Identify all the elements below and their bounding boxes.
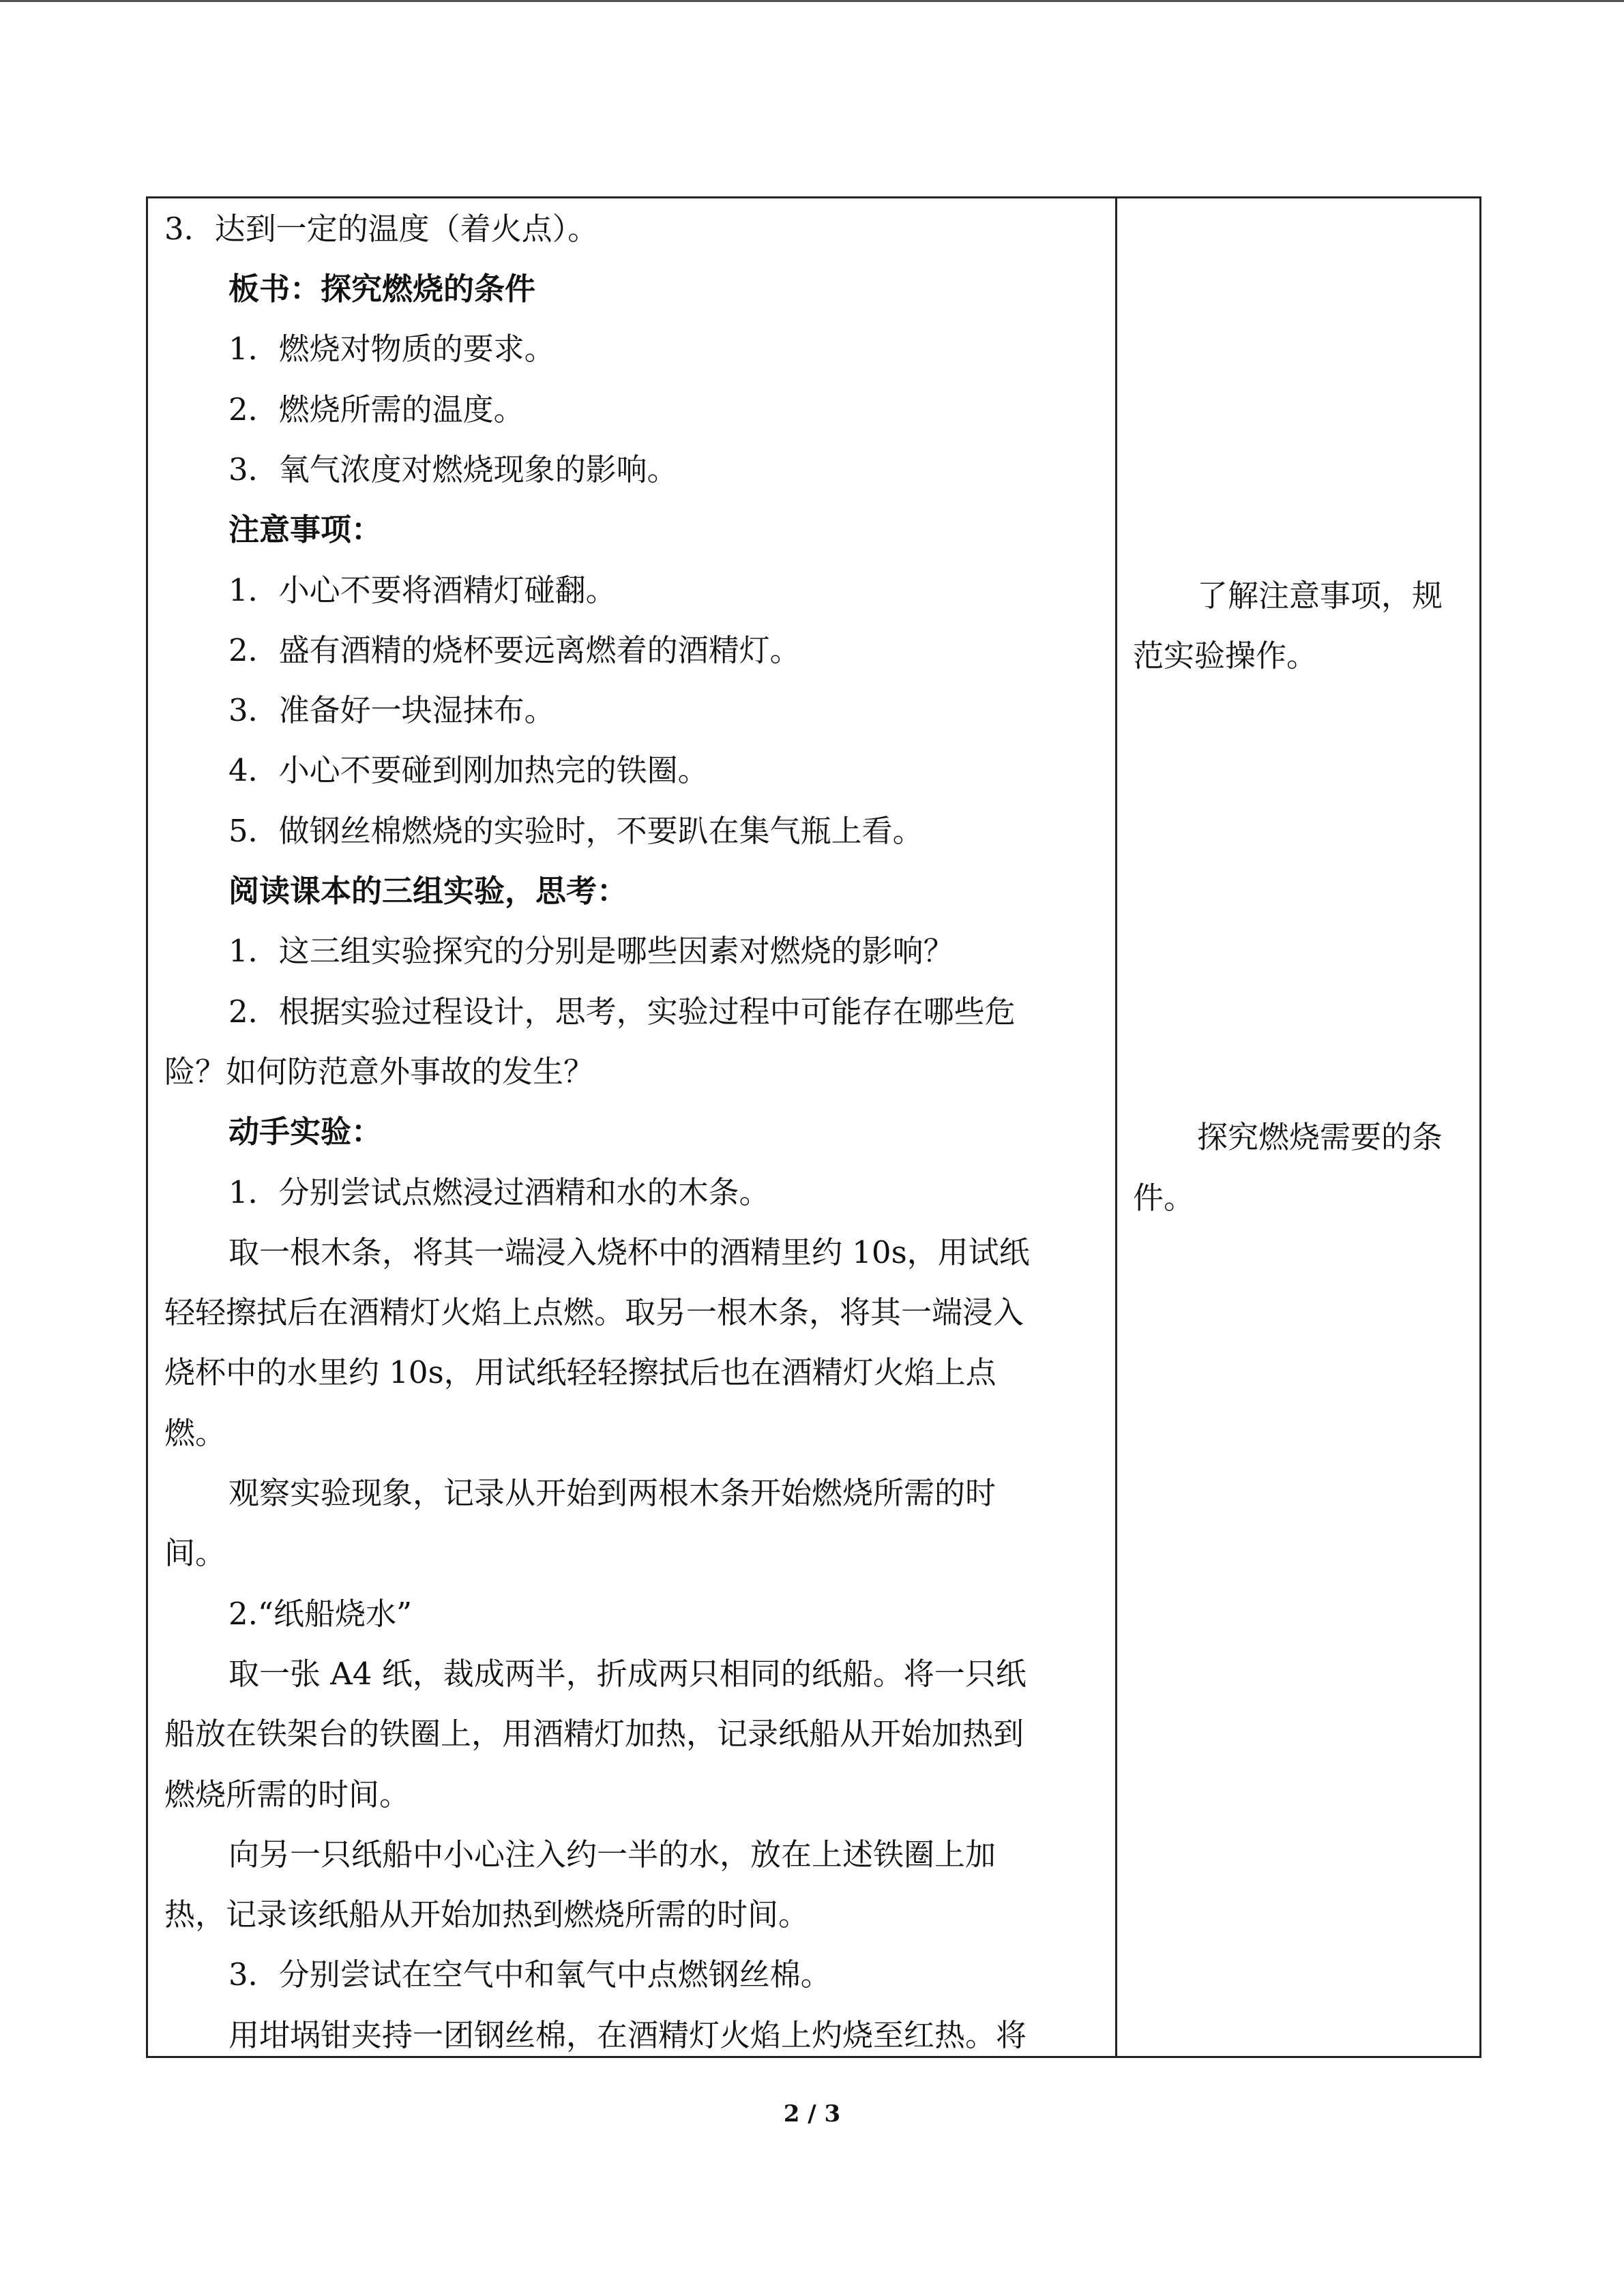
content-line: 1．燃烧对物质的要求。 (228, 331, 555, 367)
content-line: 向另一只纸船中小心注入约一半的水，放在上述铁圈上加 (228, 1836, 996, 1873)
content-line: 热，记录该纸船从开始加热到燃烧所需的时间。 (164, 1896, 810, 1933)
content-line: 轻轻擦拭后在酒精灯火焰上点燃。取另一根木条，将其一端浸入 (164, 1294, 1024, 1330)
precautions-heading: 注意事项： (228, 511, 383, 548)
content-line: 观察实验现象，记录从开始到两根木条开始燃烧所需的时 (228, 1475, 996, 1511)
content-line: 取一张 A4 纸，裁成两半，折成两只相同的纸船。将一只纸 (228, 1656, 1027, 1692)
content-line: 3．分别尝试在空气中和氧气中点燃钢丝棉。 (228, 1956, 831, 1993)
blackboard-heading: 板书：探究燃烧的条件 (228, 271, 536, 307)
content-line: 用坩埚钳夹持一团钢丝棉，在酒精灯火焰上灼烧至红热。将 (228, 2017, 1027, 2053)
intent-note-line: 了解注意事项，规 (1197, 578, 1443, 614)
page-number: 2 / 3 (783, 2100, 841, 2128)
intent-note-line: 范实验操作。 (1133, 638, 1318, 674)
content-line: 烧杯中的水里约 10s，用试纸轻轻擦拭后也在酒精灯火焰上点 (164, 1354, 996, 1390)
column-divider (1115, 198, 1117, 2056)
content-line: 4．小心不要碰到刚加热完的铁圈。 (228, 752, 709, 788)
lesson-table (146, 196, 1481, 2058)
hands-on-heading: 动手实验： (228, 1114, 383, 1150)
content-line: 船放在铁架台的铁圈上，用酒精灯加热，记录纸船从开始加热到 (164, 1716, 1024, 1752)
content-line: 燃烧所需的时间。 (164, 1776, 411, 1813)
content-line: 3．达到一定的温度（着火点）。 (164, 211, 599, 247)
intent-note-line: 件。 (1133, 1180, 1195, 1216)
content-line: 2．盛有酒精的烧杯要远离燃着的酒精灯。 (228, 632, 801, 668)
content-line (228, 269, 535, 310)
intent-note-line: 探究燃烧需要的条 (1197, 1119, 1443, 1155)
reading-heading: 阅读课本的三组实验，思考： (228, 873, 628, 909)
content-line: 燃。 (164, 1415, 226, 1451)
content-line: 2．根据实验过程设计，思考，实验过程中可能存在哪些危 (228, 994, 1016, 1030)
content-line: 1．小心不要将酒精灯碰翻。 (228, 572, 617, 608)
content-line: 1．这三组实验探究的分别是哪些因素对燃烧的影响？ (228, 933, 954, 969)
content-line: 2．燃烧所需的温度。 (228, 391, 525, 428)
top-border-rule (0, 0, 1624, 2)
content-line: 取一根木条，将其一端浸入烧杯中的酒精里约 10s，用试纸 (228, 1234, 1030, 1270)
content-line: 3．准备好一块湿抹布。 (228, 692, 555, 728)
content-line: 1．分别尝试点燃浸过酒精和水的木条。 (228, 1174, 770, 1210)
content-line: 3．氧气浓度对燃烧现象的影响。 (228, 451, 678, 488)
content-line: 间。 (164, 1535, 226, 1571)
content-line: 险？如何防范意外事故的发生？ (164, 1054, 595, 1090)
content-line: 2.“纸船烧水” (228, 1596, 412, 1632)
content-line: 5．做钢丝棉燃烧的实验时，不要趴在集气瓶上看。 (228, 813, 924, 849)
